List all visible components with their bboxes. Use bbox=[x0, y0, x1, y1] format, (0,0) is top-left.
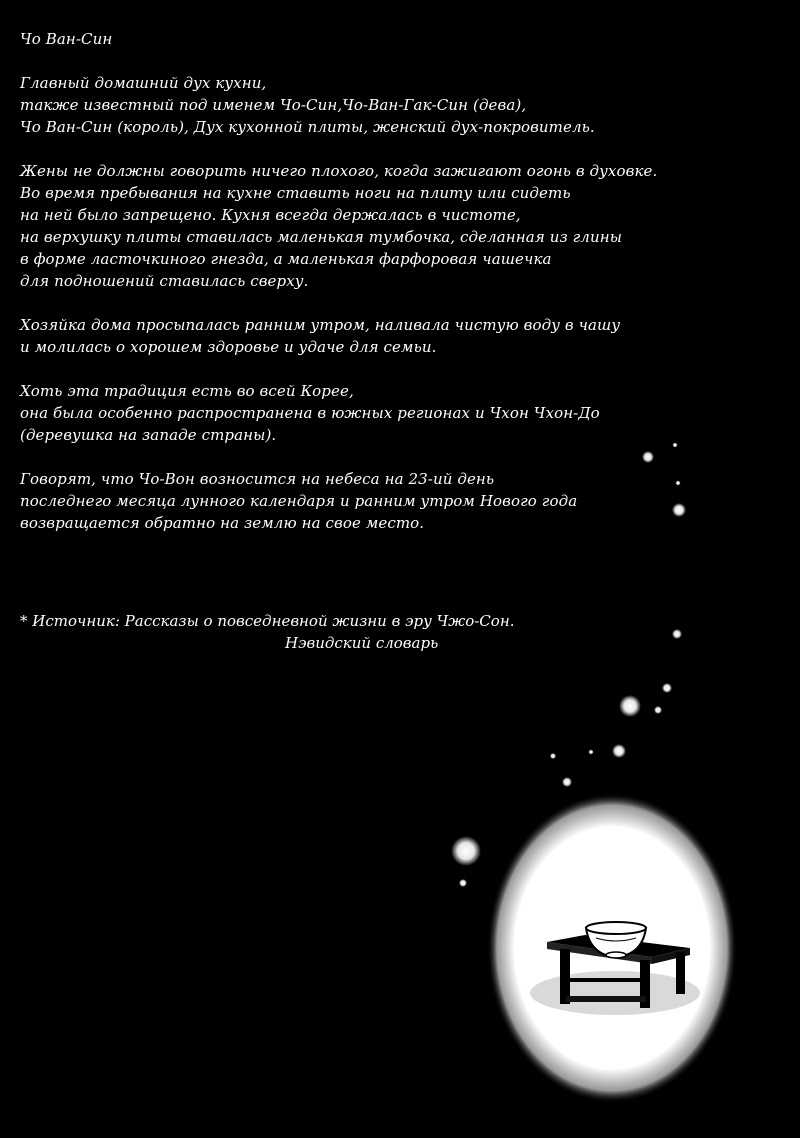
orb bbox=[654, 706, 662, 714]
paragraph-line: возвращается обратно на землю на свое место. bbox=[20, 514, 425, 532]
paragraph-line: Говорят, что Чо-Вон возносится на небеса на 23-ий день bbox=[20, 470, 495, 488]
text-block bbox=[20, 28, 780, 556]
paragraph-line: Главный домашний дух кухни, bbox=[20, 74, 267, 92]
paragraph-line: она была особенно распространена в южных регионах и Чхон Чхон-До bbox=[20, 404, 600, 422]
paragraph-line: для подношений ставилась сверху. bbox=[20, 272, 309, 290]
orb bbox=[619, 695, 641, 717]
heading-text: Чо Ван-Син bbox=[20, 30, 113, 48]
paragraph-line: Хозяйка дома просыпалась ранним утром, наливала чистую воду в чашу bbox=[20, 316, 621, 334]
orb bbox=[459, 879, 467, 887]
paragraph-line: и молилась о хорошем здоровье и удаче для семьи. bbox=[20, 338, 437, 356]
paragraph-4 bbox=[20, 380, 780, 446]
paragraph-line: также известный под именем Чо-Син,Чо-Ван-Гак-Син (дева), bbox=[20, 96, 527, 114]
small-table bbox=[547, 935, 690, 1008]
source-note bbox=[20, 610, 620, 654]
orb bbox=[662, 683, 672, 693]
paragraph-line: в форме ласточкиного гнезда, а маленькая фарфоровая чашечка bbox=[20, 250, 552, 268]
paragraph-2 bbox=[20, 160, 780, 292]
orb bbox=[672, 629, 682, 639]
paragraph-line: Во время пребывания на кухне ставить ноги на плиту или сидеть bbox=[20, 184, 571, 202]
orb bbox=[612, 744, 626, 758]
paragraph-3 bbox=[20, 314, 780, 358]
paragraph-1 bbox=[20, 72, 780, 138]
paragraph-line: Чо Ван-Син (король), Дух кухонной плиты, женский дух-покровитель. bbox=[20, 118, 595, 136]
paragraph-line: Хоть эта традиция есть во всей Корее, bbox=[20, 382, 354, 400]
paragraph-line: (деревушка на западе страны). bbox=[20, 426, 277, 444]
spirit-glow bbox=[487, 793, 737, 1103]
orb bbox=[451, 836, 481, 866]
paragraph-5 bbox=[20, 468, 780, 534]
orb bbox=[550, 753, 556, 759]
table-shadow bbox=[530, 971, 700, 1015]
paragraph-line: на верхушку плиты ставилась маленькая тумбочка, сделанная из глины bbox=[20, 228, 623, 246]
orb bbox=[589, 750, 594, 755]
source-line: * Источник: Рассказы о повседневной жизни в эру Чжо-Сон. bbox=[20, 612, 515, 630]
source-dictionary: Нэвидский словарь bbox=[285, 634, 439, 652]
paragraph-line: на ней было запрещено. Кухня всегда держалась в чистоте, bbox=[20, 206, 521, 224]
offering-bowl bbox=[586, 922, 646, 958]
heading bbox=[20, 28, 780, 50]
paragraph-line: Жены не должны говорить ничего плохого, когда зажигают огонь в духовке. bbox=[20, 162, 658, 180]
orb bbox=[562, 777, 572, 787]
paragraph-line: последнего месяца лунного календаря и ранним утром Нового года bbox=[20, 492, 578, 510]
